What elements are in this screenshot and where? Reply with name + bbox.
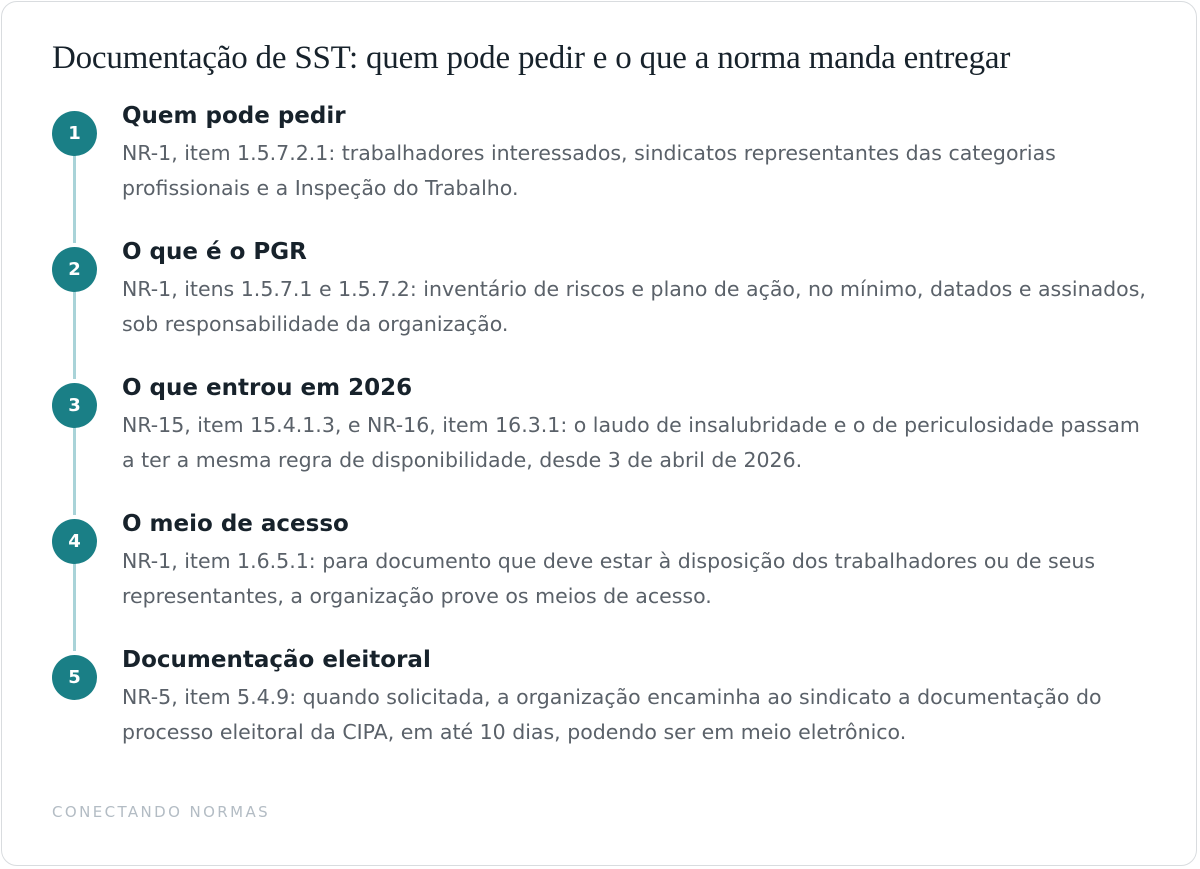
step-description: NR-5, item 5.4.9: quando solicitada, a organização encaminha ao sindicato a documentação do processo eleitoral da CIPA, em até 10 dias, podendo ser em meio eletrônico. bbox=[122, 685, 1102, 744]
step-number-badge: 4 bbox=[52, 519, 97, 564]
content-card bbox=[1, 1, 1197, 866]
footer-brand: CONECTANDO NORMAS bbox=[52, 803, 271, 821]
step-title: Quem pode pedir bbox=[122, 103, 346, 129]
timeline-connector bbox=[73, 155, 76, 243]
step-title: O que entrou em 2026 bbox=[122, 375, 413, 401]
steps-timeline bbox=[2, 2, 1198, 802]
step-description: NR-15, item 15.4.1.3, e NR-16, item 16.3.1: o laudo de insalubridade e o de periculosidade passam a ter a mesma regra de disponibilidade, desde 3 de abril de 2026. bbox=[122, 413, 1140, 472]
step-title: O meio de acesso bbox=[122, 511, 349, 537]
timeline-connector bbox=[73, 563, 76, 651]
timeline-connector bbox=[73, 427, 76, 515]
step-number-badge: 3 bbox=[52, 383, 97, 428]
timeline-connector bbox=[73, 291, 76, 379]
step-number-badge: 2 bbox=[52, 247, 97, 292]
step-title: O que é o PGR bbox=[122, 239, 307, 265]
step-number-badge: 1 bbox=[52, 111, 97, 156]
step-description: NR-1, item 1.6.5.1: para documento que deve estar à disposição dos trabalhadores ou de seus representantes, a organização prove os meios de acesso. bbox=[122, 549, 1096, 608]
step-description: NR-1, itens 1.5.7.1 e 1.5.7.2: inventário de riscos e plano de ação, no mínimo, datados e assinados, sob responsabilidade da organização. bbox=[122, 277, 1146, 336]
page-title: Documentação de SST: quem pode pedir e o que a norma manda entregar bbox=[52, 40, 1011, 76]
step-description: NR-1, item 1.5.7.2.1: trabalhadores interessados, sindicatos representantes das categorias profissionais e a Inspeção do Trabalho. bbox=[122, 141, 1056, 200]
step-number-badge: 5 bbox=[52, 655, 97, 700]
step-title: Documentação eleitoral bbox=[122, 647, 431, 673]
